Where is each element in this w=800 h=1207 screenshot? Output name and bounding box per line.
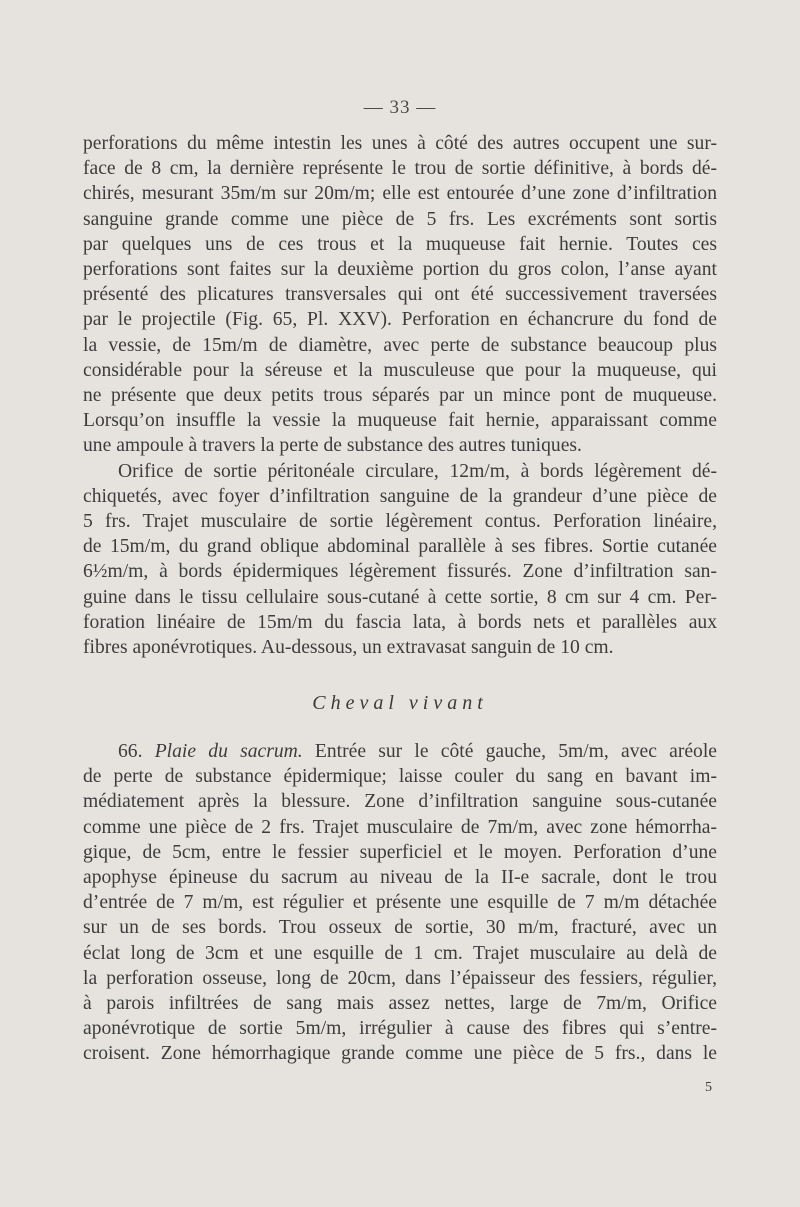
text-line: d’entrée de 7 m/m, est régulier et présente une esquille de 7 m/m détachée bbox=[83, 892, 717, 914]
text-line: perforations sont faites sur la deuxième portion du gros colon, l’anse ayant bbox=[83, 259, 717, 281]
paragraph-case-66 bbox=[83, 739, 717, 1067]
text-line: sur un de ses bords. Trou osseux de sortie, 30 m/m, fracturé, avec un bbox=[83, 917, 717, 939]
text-line: ne présente que deux petits trous séparés par un mince pont de muqueuse. bbox=[83, 385, 717, 407]
text-line: Lorsqu’on insuffle la vessie la muqueuse fait hernie, apparaissant comme bbox=[83, 410, 717, 432]
text-line: de perte de substance épidermique; laisse couler du sang en bavant im- bbox=[83, 766, 717, 788]
text-line: aponévrotique de sortie 5m/m, irrégulier à cause des fibres qui s’entre- bbox=[83, 1018, 717, 1040]
text-line: Orifice de sortie péritonéale circulare, 12m/m, à bords légèrement dé- bbox=[118, 460, 717, 482]
text-line: comme une pièce de 2 frs. Trajet musculaire de 7m/m, avec zone hémorrha- bbox=[83, 816, 717, 838]
text-block-bottom bbox=[83, 739, 717, 1067]
text-line: médiatement après la blessure. Zone d’infiltration sanguine sous-cutanée bbox=[83, 791, 717, 813]
text-line: la vessie, de 15m/m de diamètre, avec perte de substance beaucoup plus bbox=[83, 334, 717, 356]
case-title: Plaie du sacrum. bbox=[154, 741, 303, 762]
page-number: — 33 — bbox=[363, 97, 437, 118]
text-line: perforations du même intestin les unes à côté des autres occupent une sur- bbox=[83, 133, 717, 154]
text-line: par quelques uns de ces trous et la muqueuse fait hernie. Toutes ces bbox=[83, 233, 717, 255]
case-number: 66. bbox=[118, 741, 143, 762]
paragraph-exit-orifice-cont bbox=[83, 484, 717, 660]
text-line: 5 frs. Trajet musculaire de sortie légèrement contus. Perforation linéaire, bbox=[83, 511, 717, 533]
case-first-line: Entrée sur le côté gauche, 5m/m, avec aréole bbox=[314, 741, 717, 762]
printer-signature-mark: 5 bbox=[705, 1080, 712, 1095]
text-line: éclat long de 3cm et une esquille de 1 cm. Trajet musculaire au delà de bbox=[83, 942, 717, 964]
paragraph-continuation bbox=[83, 131, 717, 459]
text-line: chiquetés, avec foyer d’infiltration sanguine de la grandeur d’une pièce de bbox=[83, 485, 717, 507]
section-heading: Cheval vivant bbox=[312, 692, 488, 714]
text-line: de 15m/m, du grand oblique abdominal parallèle à ses fibres. Sortie cutanée bbox=[83, 536, 717, 558]
text-line: foration linéaire de 15m/m du fascia lata, à bords nets et parallèles aux bbox=[83, 611, 717, 633]
text-line: face de 8 cm, la dernière représente le trou de sortie définitive, à bords dé- bbox=[83, 158, 717, 180]
text-line: 6½m/m, à bords épidermiques légèrement fissurés. Zone d’infiltration san- bbox=[83, 561, 717, 583]
text-line: croisent. Zone hémorrhagique grande comme une pièce de 5 frs., dans le bbox=[83, 1043, 717, 1065]
text-line: présenté des plicatures transversales qui ont été successivement traversées bbox=[83, 284, 717, 306]
paragraph-exit-orifice bbox=[83, 459, 717, 484]
text-line: la perforation osseuse, long de 20cm, dans l’épaisseur des fessiers, régulier, bbox=[83, 967, 717, 989]
text-block-top bbox=[83, 131, 717, 660]
text-line: sanguine grande comme une pièce de 5 frs. Les excréments sont sortis bbox=[83, 208, 717, 230]
text-line: chirés, mesurant 35m/m sur 20m/m; elle est entourée d’une zone d’infiltration bbox=[83, 183, 717, 205]
text-line: à parois infiltrées de sang mais assez nettes, large de 7m/m, Orifice bbox=[83, 993, 717, 1015]
text-line: guine dans le tissu cellulaire sous-cutané à cette sortie, 8 cm sur 4 cm. Per- bbox=[83, 586, 717, 608]
text-line: fibres aponévrotiques. Au-dessous, un extravasat sanguin de 10 cm. bbox=[83, 637, 614, 659]
text-line: apophyse épineuse du sacrum au niveau de la II-e sacrale, dont le trou bbox=[83, 867, 717, 889]
text-line: considérable pour la séreuse et la musculeuse que pour la muqueuse, qui bbox=[83, 359, 717, 381]
text-line-first bbox=[83, 739, 717, 764]
text-line: gique, de 5cm, entre le fessier superficiel et le moyen. Perforation d’une bbox=[83, 841, 717, 863]
text-line: une ampoule à travers la perte de substance des autres tuniques. bbox=[83, 435, 582, 457]
text-line: par le projectile (Fig. 65, Pl. XXV). Perforation en échancrure du fond de bbox=[83, 309, 717, 331]
